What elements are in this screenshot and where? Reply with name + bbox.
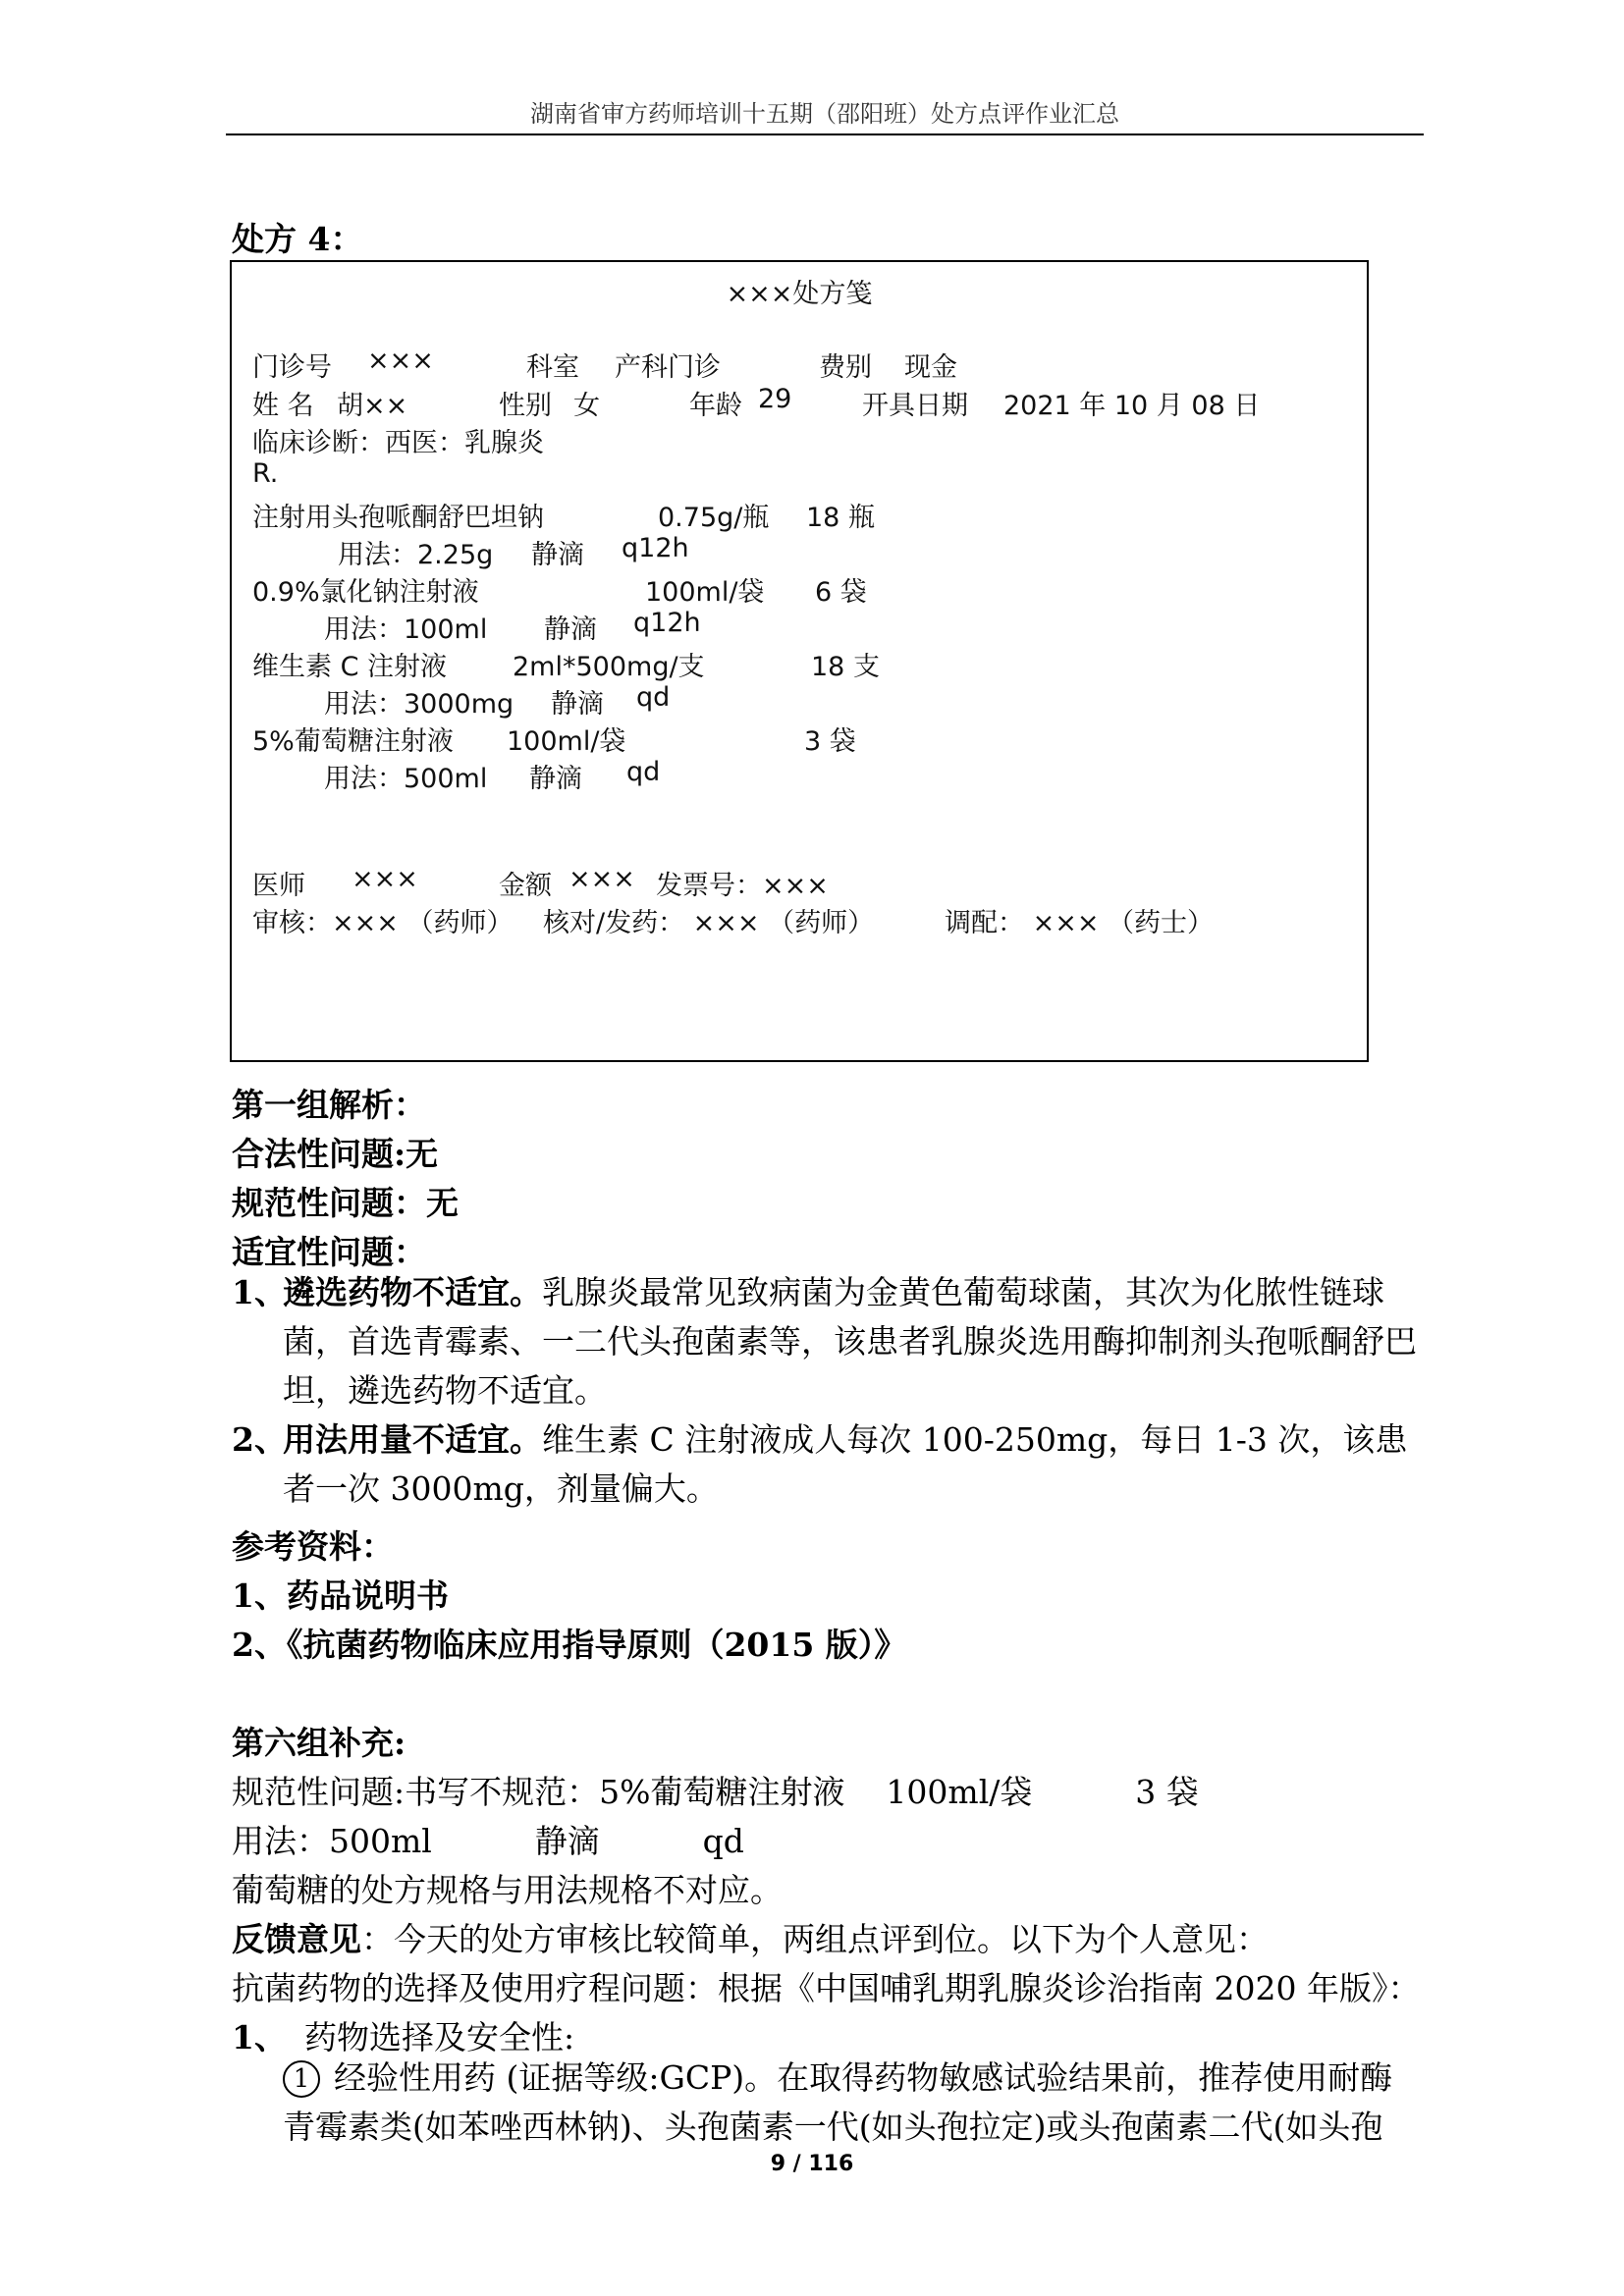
age-value: 29 — [758, 384, 792, 414]
reference-item: 2、《抗菌药物临床应用指导原则（2015 版）》 — [232, 1626, 907, 1664]
drug-name: 0.9%氯化钠注射液 — [252, 577, 479, 608]
diagnosis: 临床诊断：西医：乳腺炎 — [252, 428, 544, 458]
drug-name: 5%葡萄糖注射液 — [252, 726, 454, 757]
drug-freq: qd — [636, 682, 671, 713]
header-rule — [226, 133, 1424, 135]
date-label: 开具日期 — [862, 391, 968, 421]
review-signature: 审核：××× （药师） — [252, 908, 514, 938]
drug-qty: 6 袋 — [815, 577, 867, 608]
item-number: 1、 — [232, 1273, 287, 1311]
drug-qty: 18 支 — [811, 652, 880, 682]
drug-route: 静滴 — [551, 689, 604, 720]
doctor-label: 医师 — [252, 871, 305, 901]
page-number: 9 / 116 — [770, 2152, 854, 2176]
prescription-box — [230, 260, 1369, 1062]
item-text: 维生素 C 注射液成人每次 100-250mg，每日 1-3 次，该患者一次 3000mg，剂量偏大。 — [283, 1420, 1408, 1508]
item-text: 乳腺炎最常见致病菌为金黄色葡萄球菌，其次为化脓性链球菌，首选青霉素、一二代头孢菌素等，该患者乳腺炎选用酶抑制剂头孢哌酮舒巴坦，遴选药物不适宜。 — [283, 1273, 1417, 1410]
item-text: 药物选择及安全性: — [303, 2018, 575, 2056]
sex-value: 女 — [573, 391, 600, 421]
dept-label: 科室 — [526, 352, 579, 383]
mix-signature: 调配： ××× （药士） — [945, 908, 1215, 938]
group6-line: 规范性问题:书写不规范：5%葡萄糖注射液 100ml/袋 3 袋 — [232, 1773, 1199, 1811]
prescription-heading: 处方 4： — [232, 220, 363, 258]
feedback-text: ：今天的处方审核比较简单，两组点评到位。以下为个人意见： — [361, 1920, 1269, 1958]
drug-route: 静滴 — [544, 614, 597, 645]
running-header: 湖南省审方药师培训十五期（邵阳班）处方点评作业汇总 — [530, 100, 1119, 128]
drug-usage: 用法：2.25g — [338, 540, 494, 570]
group1-title: 第一组解析： — [232, 1086, 426, 1124]
feedback-line: 抗菌药物的选择及使用疗程问题：根据《中国哺乳期乳腺炎诊治指南 2020 年版》： — [232, 1969, 1421, 2007]
drug-freq: q12h — [633, 608, 701, 638]
date-value: 2021 年 10 月 08 日 — [1003, 391, 1261, 421]
drug-route: 静滴 — [529, 764, 582, 794]
prescription-title: ×××处方笺 — [726, 279, 873, 309]
analysis-item-1 — [232, 1268, 1420, 1415]
group6-title: 第六组补充: — [232, 1724, 406, 1762]
drug-route: 静滴 — [531, 540, 584, 570]
dispense-signature: 核对/发药： ××× （药师） — [543, 908, 875, 938]
fee-value: 现金 — [904, 352, 957, 383]
doctor-value: ××× — [352, 864, 418, 894]
group6-line: 葡萄糖的处方规格与用法规格不对应。 — [232, 1871, 783, 1909]
drug-spec: 100ml/袋 — [645, 577, 765, 608]
age-label: 年龄 — [689, 391, 742, 421]
amount-value: ××× — [568, 864, 635, 894]
drug-freq: q12h — [622, 533, 689, 563]
feedback-item-1 — [232, 2012, 574, 2058]
drug-qty: 18 瓶 — [806, 503, 875, 533]
outpatient-value: ××× — [367, 346, 434, 376]
item-number: 2、 — [232, 1420, 287, 1459]
amount-label: 金额 — [499, 871, 552, 901]
standard-issue: 规范性问题：无 — [232, 1184, 459, 1222]
item-number: 1、 — [232, 2018, 287, 2056]
analysis-item-2 — [232, 1415, 1420, 1514]
item-heading: 遴选药物不适宜。 — [283, 1273, 542, 1311]
drug-spec: 100ml/袋 — [507, 726, 626, 757]
feedback-subitem-1 — [283, 2054, 1420, 2152]
drug-name: 维生素 C 注射液 — [252, 652, 448, 682]
group6-line: 用法：500ml 静滴 qd — [232, 1822, 744, 1860]
legality-issue: 合法性问题:无 — [232, 1135, 439, 1173]
drug-usage: 用法：3000mg — [324, 689, 514, 720]
fee-label: 费别 — [819, 352, 872, 383]
rp-symbol: R. — [252, 458, 279, 489]
drug-name: 注射用头孢哌酮舒巴坦钠 — [252, 503, 544, 533]
drug-usage: 用法：500ml — [324, 764, 488, 794]
feedback-label: 反馈意见 — [232, 1920, 361, 1958]
outpatient-label: 门诊号 — [252, 352, 332, 383]
name-label: 姓 名 — [252, 391, 314, 421]
sex-label: 性别 — [499, 391, 552, 421]
feedback-line — [232, 1914, 1269, 1960]
subitem-text: 经验性用药 (证据等级:GCP)。在取得药物敏感试验结果前，推荐使用耐酶青霉素类(如苯唑西林钠)、头孢菌素一代(如头孢拉定)或头孢菌素二代(如头孢 — [283, 2058, 1393, 2146]
item-heading: 用法用量不适宜。 — [283, 1420, 542, 1459]
dept-value: 产科门诊 — [615, 352, 721, 383]
drug-qty: 3 袋 — [804, 726, 856, 757]
drug-usage: 用法：100ml — [324, 614, 488, 645]
drug-freq: qd — [626, 757, 661, 787]
invoice-label: 发票号：××× — [656, 871, 829, 901]
drug-spec: 0.75g/瓶 — [658, 503, 770, 533]
circled-number-marker: 1 — [283, 2060, 320, 2098]
suitability-issue: 适宜性问题： — [232, 1233, 426, 1271]
name-value: 胡×× — [337, 391, 408, 421]
references-title: 参考资料： — [232, 1527, 394, 1566]
reference-item: 1、药品说明书 — [232, 1576, 449, 1615]
drug-spec: 2ml*500mg/支 — [513, 652, 705, 682]
